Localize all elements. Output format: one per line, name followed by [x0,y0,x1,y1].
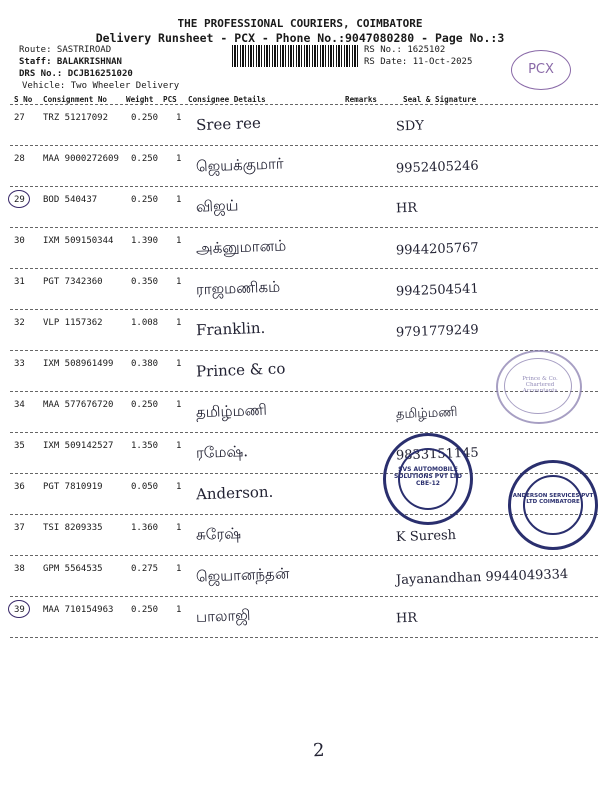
row-number-circle [8,600,30,618]
row-consignee-handwriting: Franklin. [195,318,266,340]
row-weight: 0.050 [131,482,159,492]
row-signature: 9952405246 [395,158,479,177]
row-weight: 1.350 [131,441,159,451]
row-consignee-handwriting: விஜய் [195,196,239,216]
row-signature: 9791779249 [395,322,479,341]
row-consignee-handwriting: ஜெயானந்தன் [195,564,290,586]
row-consignee-handwriting: ரமேஷ். [195,442,249,462]
table-row [0,228,600,269]
row-consignee-handwriting: அக்னுமானம் [195,236,287,258]
row-divider [10,637,598,638]
row-pcs: 1 [176,113,182,123]
row-weight: 0.250 [131,113,159,123]
row-number-circle [8,190,30,208]
table-row [0,146,600,187]
prince-co-seal: Prince & Co. Chartered Accountants [496,350,582,424]
row-consignee-handwriting: தமிழ்மணி [195,400,268,422]
row-signature: HR [395,610,418,627]
row-consignment-no: TRZ 51217092 [43,113,109,123]
row-weight: 0.380 [131,359,159,369]
row-weight: 1.390 [131,236,159,246]
runsheet-title: Delivery Runsheet - PCX - Phone No.:9047080280 - Page No.:3 [95,31,505,45]
row-consignment-no: MAA 577676720 [43,400,114,410]
table-row [0,310,600,351]
row-sno: 29 [14,195,25,205]
table-row [0,433,600,474]
row-pcs: 1 [176,523,182,533]
row-weight: 0.275 [131,564,159,574]
row-consignment-no: PGT 7810919 [43,482,103,492]
route-label: Route: SASTRIROAD [19,45,112,55]
barcode [232,45,358,67]
row-consignee-handwriting: சுரேஷ் [195,524,242,544]
row-sno: 31 [14,277,25,287]
col-remarks: Remarks [345,95,378,104]
table-row [0,187,600,228]
row-consignee-handwriting: Anderson. [195,482,274,504]
row-sno: 36 [14,482,25,492]
row-sno: 39 [14,605,25,615]
row-consignment-no: VLP 1157362 [43,318,103,328]
rs-date: RS Date: 11-Oct-2025 [364,57,473,67]
row-pcs: 1 [176,277,182,287]
row-pcs: 1 [176,605,182,615]
table-row [0,597,600,638]
row-weight: 0.250 [131,605,159,615]
row-pcs: 1 [176,441,182,451]
row-pcs: 1 [176,359,182,369]
page-mark: 2 [312,739,325,762]
row-pcs: 1 [176,236,182,246]
row-consignment-no: BOD 540437 [43,195,98,205]
table-row [0,269,600,310]
col-pcs: PCS [163,95,177,104]
row-weight: 0.250 [131,400,159,410]
pcx-stamp: PCX [511,50,571,90]
row-consignment-no: IXM 509150344 [43,236,114,246]
row-sno: 33 [14,359,25,369]
row-pcs: 1 [176,400,182,410]
row-signature: 9833151145 [395,445,479,464]
row-weight: 1.360 [131,523,159,533]
row-sno: 27 [14,113,25,123]
row-signature: HR [395,200,418,217]
row-signature: SDY [395,118,425,135]
company-name: THE PROFESSIONAL COURIERS, COIMBATORE [177,17,423,30]
row-signature: தமிழ்மணி [395,404,458,423]
vehicle-label: Vehicle: Two Wheeler Delivery [22,81,180,91]
row-sno: 32 [14,318,25,328]
row-weight: 0.350 [131,277,159,287]
row-sno: 30 [14,236,25,246]
row-pcs: 1 [176,154,182,164]
row-sno: 38 [14,564,25,574]
row-pcs: 1 [176,564,182,574]
row-pcs: 1 [176,482,182,492]
rs-number: RS No.: 1625102 [364,45,446,55]
row-pcs: 1 [176,318,182,328]
row-consignment-no: TSI 8209335 [43,523,103,533]
row-consignment-no: PGT 7342360 [43,277,103,287]
row-weight: 0.250 [131,154,159,164]
staff-label: Staff: BALAKRISHNAN [19,57,122,67]
row-signature: 9944205767 [395,240,479,259]
anderson-services-seal: ANDERSON SERVICES PVT LTD COIMBATORE [508,460,598,550]
row-consignee-handwriting: பாலாஜி [195,606,251,626]
row-signature: K Suresh [395,527,457,546]
col-seal-signature: Seal & Signature [403,95,477,104]
col-details: Consignee Details [188,95,266,104]
svs-automobile-seal: SVS AUTOMOBILE SOLUTIONS PVT LTD CBE-12 [383,433,473,525]
row-consignment-no: GPM 5564535 [43,564,103,574]
row-consignee-handwriting: Prince & co [195,359,286,381]
row-sno: 37 [14,523,25,533]
row-consignment-no: IXM 508961499 [43,359,114,369]
row-consignment-no: MAA 9000272609 [43,154,119,164]
row-weight: 1.008 [131,318,159,328]
row-consignee-handwriting: ஜெயக்குமார் [195,154,284,176]
col-sno: S No [14,95,33,104]
row-signature: Jayanandhan 9944049334 [395,566,569,589]
row-consignment-no: MAA 710154963 [43,605,114,615]
row-weight: 0.250 [131,195,159,205]
row-signature: 9942504541 [395,281,479,300]
row-sno: 34 [14,400,25,410]
table-row [0,556,600,597]
row-pcs: 1 [176,195,182,205]
row-consignee-handwriting: Sree ree [195,113,262,135]
row-consignment-no: IXM 509142527 [43,441,114,451]
row-sno: 35 [14,441,25,451]
table-row [0,105,600,146]
drs-number: DRS No.: DCJB16251020 [19,69,133,79]
col-weight: Weight [126,95,154,104]
row-consignee-handwriting: ராஜமணிகம் [195,277,281,299]
row-sno: 28 [14,154,25,164]
col-consignment: Consignment No [43,95,108,104]
